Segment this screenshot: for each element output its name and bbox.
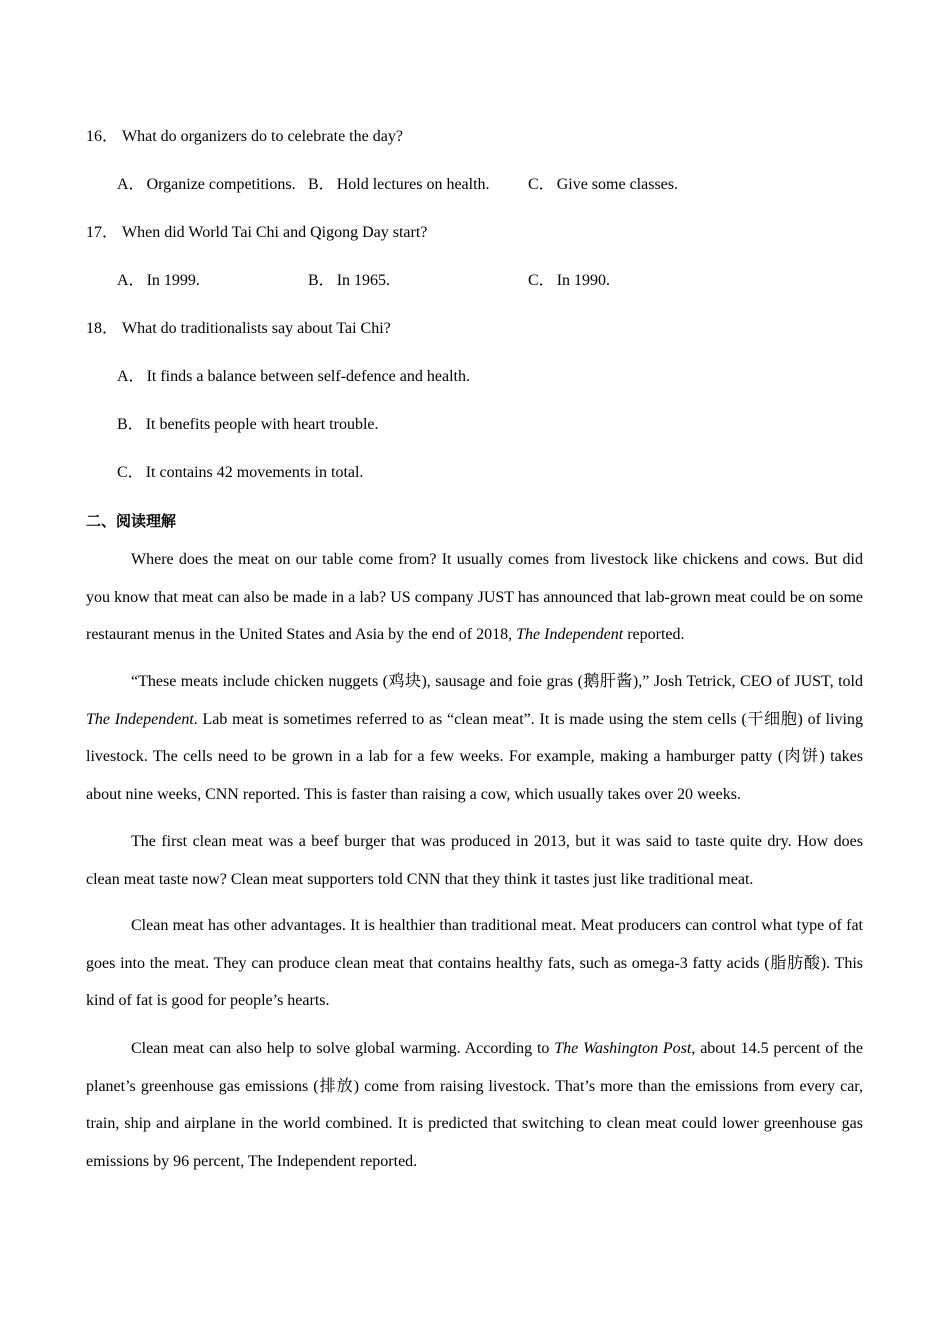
option-letter: C． [528, 272, 555, 289]
question-16 [86, 127, 403, 147]
option-text: Organize competitions. [146, 176, 296, 193]
option-letter: B． [117, 416, 144, 433]
question-17 [86, 223, 427, 243]
option-letter: A． [117, 368, 145, 385]
question-text: What do organizers do to celebrate the day? [122, 128, 403, 145]
option-text: Give some classes. [556, 176, 678, 193]
passage-paragraph-1 [86, 541, 863, 654]
option-text: Hold lectures on health. [336, 176, 490, 193]
option-letter: A． [117, 272, 145, 289]
question-number: 18． [86, 320, 119, 337]
option-letter: C． [528, 176, 555, 193]
option-text: It benefits people with heart trouble. [145, 416, 379, 433]
publication-name: The Washington Post [554, 1040, 692, 1057]
option-17-a [117, 271, 200, 291]
option-text: It finds a balance between self-defence and health. [146, 368, 470, 385]
option-18-c [117, 463, 363, 483]
passage-paragraph-5 [86, 1030, 863, 1180]
section-title: 二、阅读理解 [86, 512, 177, 530]
option-text: In 1990. [556, 272, 611, 289]
question-text: When did World Tai Chi and Qigong Day start? [122, 224, 428, 241]
option-16-a [117, 175, 296, 195]
option-text: It contains 42 movements in total. [145, 464, 364, 481]
paragraph-text: “These meats include chicken nuggets (鸡块), sausage and foie gras (鹅肝酱),” Josh Tetrick, CEO of JUST, told [131, 673, 863, 690]
paragraph-text: Clean meat can also help to solve global warming. According to [131, 1040, 555, 1057]
option-16-b [308, 175, 490, 195]
question-number: 16． [86, 128, 119, 145]
option-letter: B． [308, 176, 335, 193]
option-17-c [528, 271, 610, 291]
option-16-c [528, 175, 678, 195]
passage-paragraph-2 [86, 663, 863, 813]
option-letter: B． [308, 272, 335, 289]
option-18-b [117, 415, 379, 435]
option-text: In 1965. [336, 272, 391, 289]
passage-paragraph-4: Clean meat has other advantages. It is healthier than traditional meat. Meat producers can control what type of fat goes into the meat. They can produce clean meat that contains healthy fats, such as omega-3 fatty acids (脂肪酸). This kind of fat is good for people’s hearts. [86, 917, 863, 1009]
question-text: What do traditionalists say about Tai Chi? [122, 320, 391, 337]
publication-name: The Independent [516, 626, 624, 643]
paragraph-text: Where does the meat on our table come from? It usually comes from livestock like chickens and cows. But did you know that meat can also be made in a lab? US company JUST has announced that lab-grown meat could be on some restaurant menus in the United States and Asia by the end of 2018, [86, 551, 863, 643]
option-18-a [117, 367, 470, 387]
option-text: In 1999. [146, 272, 200, 289]
publication-name: The Independent [86, 710, 194, 728]
paragraph-text: , about 14.5 percent of the planet’s greenhouse gas emissions (排放) come from raising livestock. That’s more than the emissions from every car, train, ship and airplane in the world combined. It is predicted that switching to clean meat could lower greenhouse gas emissions by 96 percent, The Independent reported. [86, 1040, 864, 1170]
option-letter: C． [117, 464, 144, 481]
paragraph-text: reported. [623, 626, 685, 643]
option-17-b [308, 271, 390, 291]
paragraph-text: . Lab meat is sometimes referred to as “clean meat”. It is made using the stem cells (干细胞) of living livestock. The cells need to be grown in a lab for a few weeks. For example, making a hamburger patty (肉饼) takes about nine weeks, CNN reported. This is faster than raising a cow, which usually takes over 20 weeks. [86, 710, 863, 803]
question-18 [86, 319, 391, 339]
passage-paragraph-3: The first clean meat was a beef burger that was produced in 2013, but it was said to taste quite dry. How does clean meat taste now? Clean meat supporters told CNN that they think it tastes just like traditional meat. [86, 833, 863, 888]
question-number: 17． [86, 224, 119, 241]
option-letter: A． [117, 176, 145, 193]
